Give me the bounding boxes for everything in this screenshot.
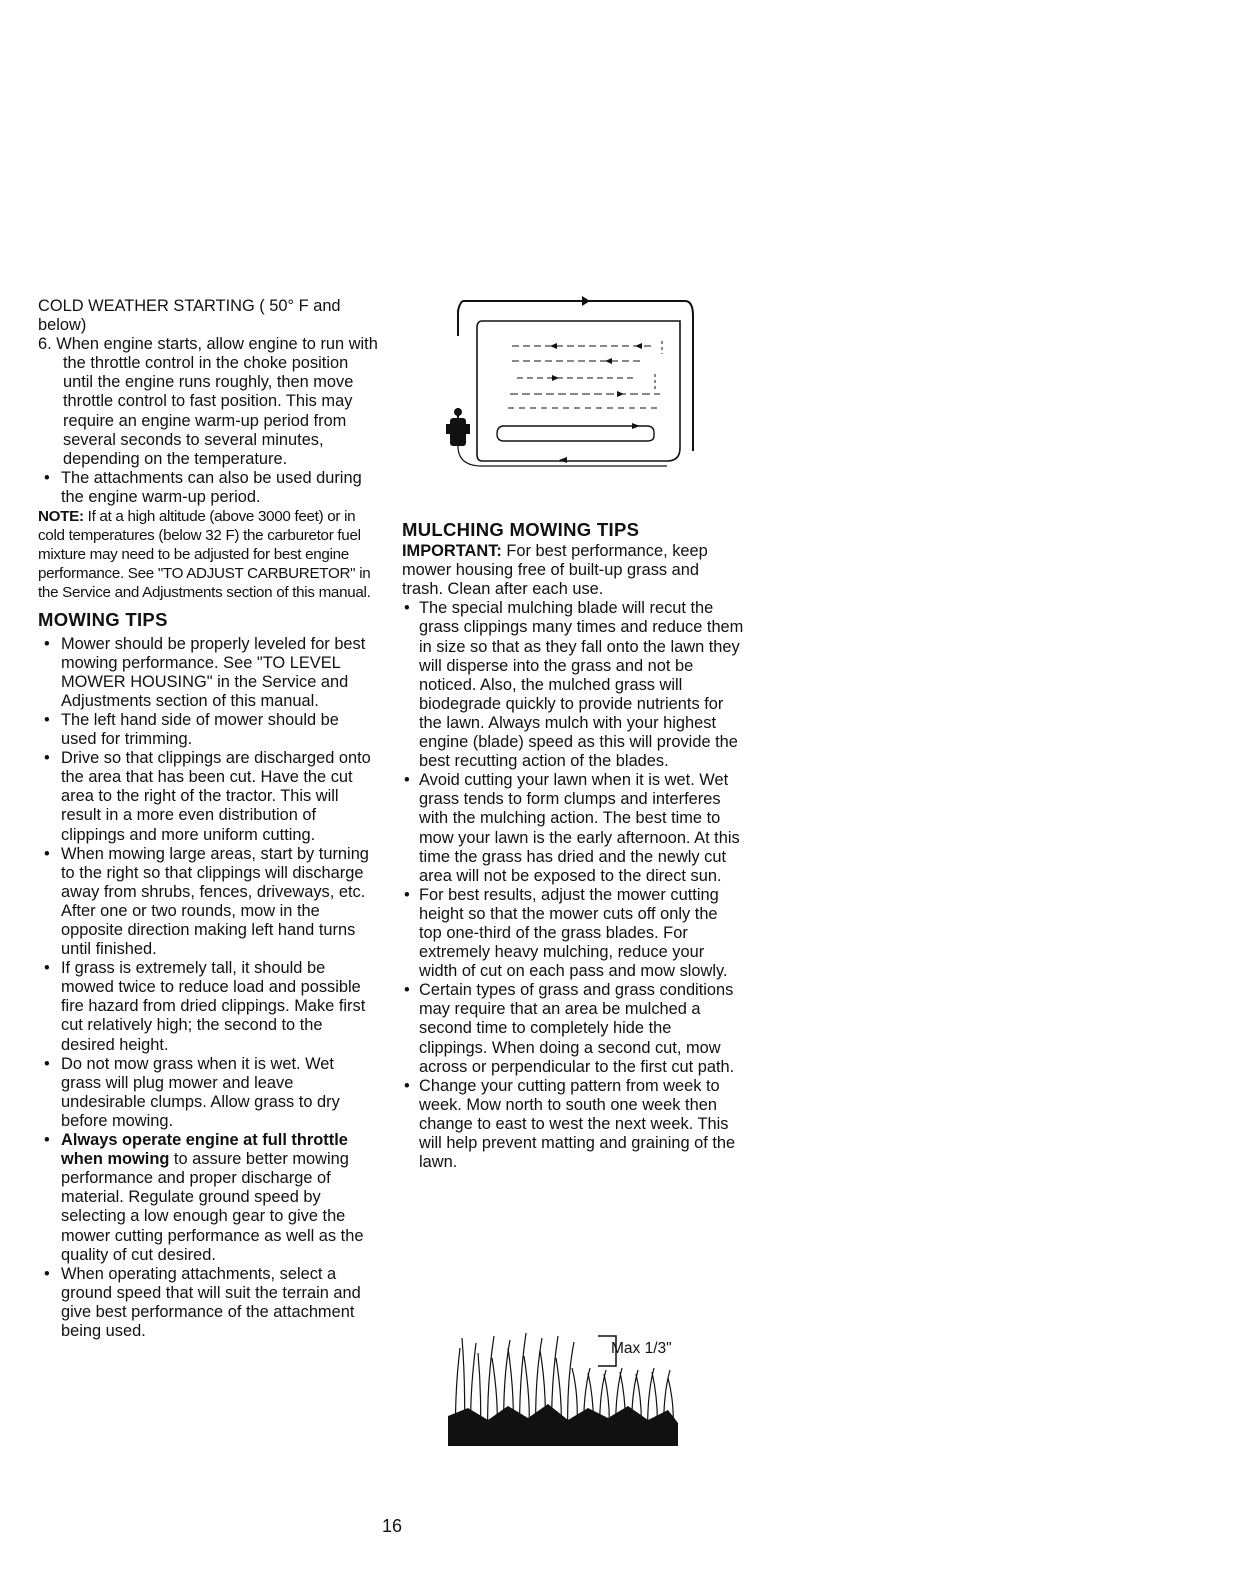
important-note [402,542,744,599]
list-item: • Do not mow grass when it is wet. Wet grass will plug mower and leave undesirable clumps. Allow grass to dry before mowing. [38,1055,378,1131]
list-item: • The attachments can also be used during the engine warm-up period. [38,469,378,507]
mowing-pattern-diagram [442,296,707,476]
mulching-tips-list [402,599,744,1172]
note-label: NOTE: [38,508,84,526]
important-text: For best performance, keep mower housing free of built-up grass and trash. Clean after each use. [402,542,708,599]
max-height-label: Max 1/3" [611,1340,672,1357]
step-6: 6. When engine starts, allow engine to run with the throttle control in the choke position until the engine runs roughly, then move throttle control to fast position. This may require an engine warm-up period from several seconds to several minutes, depending on the temperature. [38,335,378,468]
list-item: • If grass is extremely tall, it should be mowed twice to reduce load and possible fire hazard from dried clippings. Make first cut relatively high; the second to the desired height. [38,959,378,1054]
warmup-bullets [38,469,378,507]
list-item: • The special mulching blade will recut the grass clippings many times and reduce them in size so that as they fall onto the lawn they will disperse into the grass and not be noticed. Also, the mulched grass will biodegrade quickly to provide nutrients for the lawn. Always mulch with your highest engine (blade) speed as this will provide the best recutting action of the blades. [402,599,744,771]
important-label: IMPORTANT: [402,542,502,561]
throttle-bold-text: Always operate engine at full throttle when mowing [61,1131,348,1169]
throttle-text: to assure better mowing performance and proper discharge of material. Regulate ground speed by selecting a low enough gear to give the mower cutting performance as well as the quality of cut desired. [61,1150,364,1264]
mulching-tips-heading: MULCHING MOWING TIPS [402,519,640,540]
list-item: • When operating attachments, select a ground speed that will suit the terrain and give best performance of the attachment being used. [38,1265,378,1341]
note-text: If at a high altitude (above 3000 feet) or in cold temperatures (below 32 F) the carburetor fuel mixture may need to be adjusted for best engine performance. See "TO ADJUST CARBURETOR" in the Service and Adjustments section of this manual. [38,508,371,602]
cold-weather-heading: COLD WEATHER STARTING ( 50° F and below) [38,297,341,335]
list-item: • For best results, adjust the mower cutting height so that the mower cuts off only the top one-third of the grass blades. For extremely heavy mulching, reduce your width of cut on each pass and mow slowly. [402,886,744,981]
list-item: • Mower should be properly leveled for best mowing performance. See "TO LEVEL MOWER HOUSING" in the Service and Adjustments section of this manual. [38,635,378,711]
list-item: • Certain types of grass and grass conditions may require that an area be mulched a second time to completely hide the clippings. When doing a second cut, mow across or perpendicular to the first cut path. [402,981,744,1076]
list-item [38,1131,378,1265]
list-item: • Drive so that clippings are discharged onto the area that has been cut. Have the cut area to the right of the tractor. This will result in a more even distribution of clippings and more uniform cutting. [38,749,378,844]
right-column [402,520,744,1172]
list-item: • When mowing large areas, start by turning to the right so that clippings will discharge away from shrubs, fences, driveways, etc. After one or two rounds, mow in the opposite direction making left hand turns until finished. [38,845,378,960]
list-item: • The left hand side of mower should be used for trimming. [38,711,378,749]
mowing-tips-list [38,635,378,1341]
mowing-tips-heading: MOWING TIPS [38,608,168,630]
altitude-note [38,507,378,602]
page-number: 16 [382,1516,403,1536]
list-item: • Change your cutting pattern from week to week. Mow north to south one week then change to east to west the next week. This will help prevent matting and graining of the lawn. [402,1077,744,1172]
left-column [38,297,378,1341]
list-item: • Avoid cutting your lawn when it is wet. Wet grass tends to form clumps and interferes with the mulching action. The best time to mow your lawn is the early afternoon. At this time the grass has dried and the newly cut area will not be exposed to the direct sun. [402,771,744,886]
